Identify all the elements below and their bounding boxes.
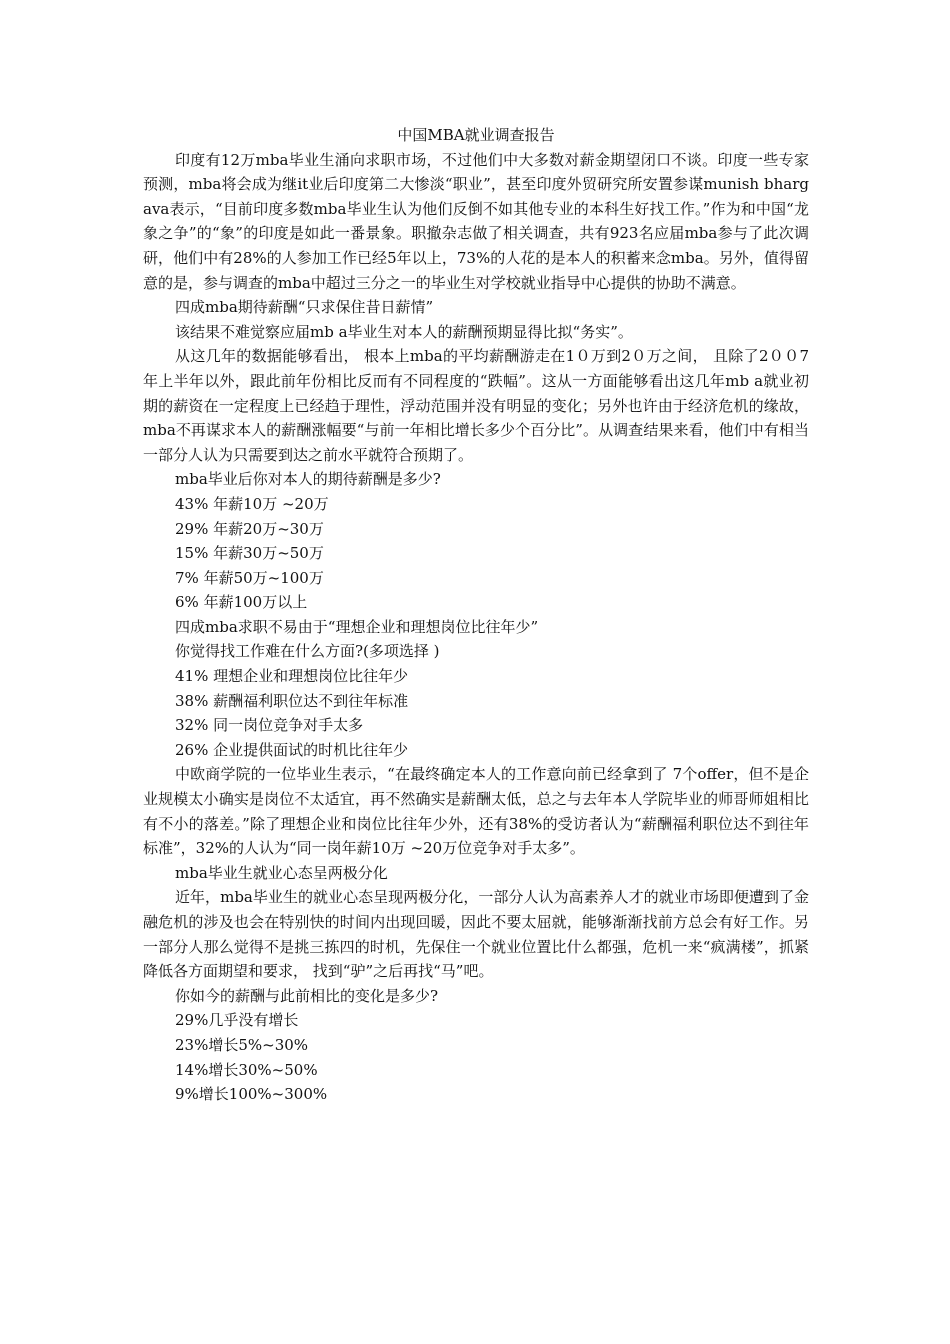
- text-line: 你如今的薪酬与此前相比的变化是多少?: [175, 986, 439, 1005]
- text-line: 29% 年薪20万~30万: [175, 519, 324, 538]
- text-line: 9%增长100%~300%: [175, 1085, 328, 1104]
- text-line: 四成mba求职不易由于“理想企业和理想岗位比往年少”: [175, 617, 539, 636]
- body-paragraph: 印度有12万mba毕业生涌向求职市场，不过他们中大多数对薪金期望闭口不谈。印度一些专家预测，mba将会成为继it业后印度第二大惨淡“职业”，甚至印度外贸研究所安置参谋munish bhargava表示，“目前印度多数mba毕业生认为他们反倒不如其他专业的本科生好找工作。”作为和中国“龙象之争”的“象”的印度是如此一番景象。职撤杂志做了相关调查，共有923名应届mba参与了此次调研，他们中有28%的人参加工作已经5年以上，73%的人花的是本人的积蓄来念mba。另外，值得留意的是，参与调查的mba中超过三分之一的毕业生对学校就业指导中心提供的协助不满意。: [143, 150, 809, 292]
- text-line: 26% 企业提供面试的时机比往年少: [175, 740, 409, 759]
- text-line: 23%增长5%~30%: [175, 1035, 309, 1054]
- text-line: 41% 理想企业和理想岗位比往年少: [175, 667, 409, 686]
- text-line: 29%几乎没有增长: [175, 1011, 299, 1030]
- text-line: 你觉得找工作难在什么方面?(多项选择 ): [175, 642, 440, 661]
- text-line: 38% 薪酬福利职位达不到往年标准: [175, 691, 409, 710]
- text-line: 四成mba期待薪酬“只求保住昔日薪情”: [175, 298, 434, 317]
- document-page: [143, 123, 809, 1107]
- text-line: 该结果不难觉察应届mb a毕业生对本人的薪酬预期显得比拟“务实”。: [175, 322, 633, 341]
- text-line: 14%增长30%~50%: [175, 1060, 318, 1079]
- text-line: mba毕业生就业心态呈两极分化: [175, 863, 388, 882]
- text-line: 32% 同一岗位竞争对手太多: [175, 716, 364, 735]
- text-line: 15% 年薪30万~50万: [175, 544, 324, 563]
- text-line: mba毕业后你对本人的期待薪酬是多少?: [175, 470, 441, 489]
- text-line: 43% 年薪10万 ~20万: [175, 494, 329, 513]
- body-paragraph: 中欧商学院的一位毕业生表示，“在最终确定本人的工作意向前已经拿到了 7个offer，但不是企业规模太小确实是岗位不太适宜，再不然确实是薪酬太低，总之与去年本人学院毕业的师哥师姐相比有不小的落差。”除了理想企业和岗位比往年少外，还有38%的受访者认为“薪酬福利职位达不到往年标准”，32%的人认为“同一岗年薪10万 ~20万位竞争对手太多”。: [143, 765, 809, 858]
- document-body: [143, 148, 809, 1107]
- body-paragraph: 近年，mba毕业生的就业心态呈现两极分化，一部分人认为高素养人才的就业市场即便遭到了金融危机的涉及也会在特别快的时间内出现回暖，因此不要太屈就，能够渐渐找前方总会有好工作。另一部分人那么觉得不是挑三拣四的时机，先保住一个就业位置比什么都强，危机一来“疯满楼”，抓紧降低各方面期望和要求， 找到“驴”之后再找“马”吧。: [143, 888, 809, 981]
- document-title: 中国MBA就业调查报告: [397, 126, 555, 144]
- text-line: 6% 年薪100万以上: [175, 593, 308, 612]
- body-paragraph: 从这几年的数据能够看出， 根本上mba的平均薪酬游走在1０万到2０万之间， 且除了2００7年上半年以外，跟此前年份相比反而有不同程度的“跌幅”。这从一方面能够看出这几年mb a就业初期的薪资在一定程度上已经趋于理性，浮动范围并没有明显的变化；另外也许由于经济危机的缘故，mba不再谋求本人的薪酬涨幅要“与前一年相比增长多少个百分比”。从调查结果来看，他们中有相当一部分人认为只需要到达之前水平就符合预期了。: [143, 347, 809, 464]
- text-line: 7% 年薪50万~100万: [175, 568, 324, 587]
